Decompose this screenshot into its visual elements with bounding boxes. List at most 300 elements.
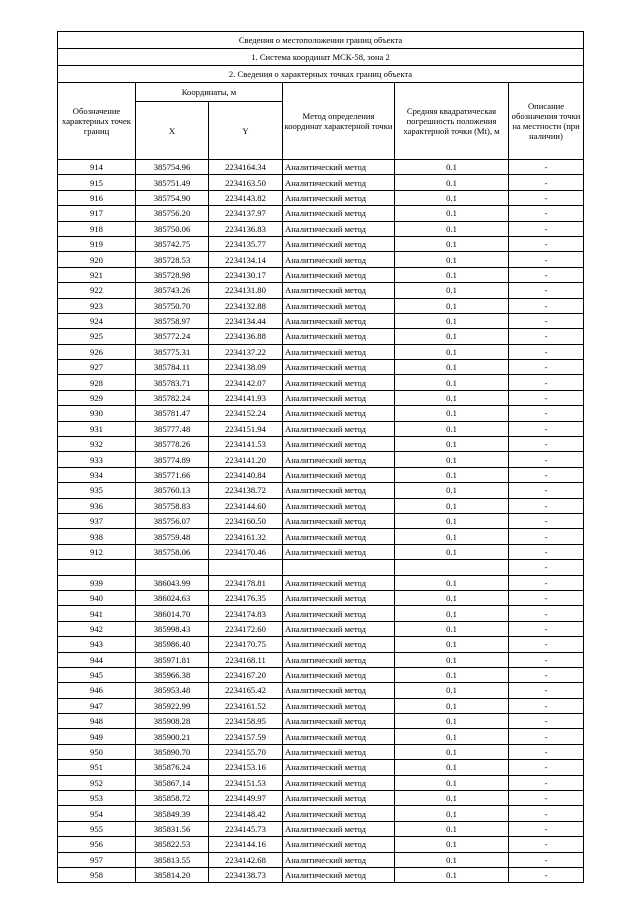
- cell-x: 385783.71: [136, 375, 209, 390]
- cell-method: Аналитический метод: [283, 606, 395, 621]
- header-description: Описание обозначения точки на местности (при наличии): [509, 83, 584, 160]
- cell-y: 2234131.80: [209, 283, 283, 298]
- cell-y: 2234132.88: [209, 298, 283, 313]
- cell-error: 0.1: [395, 729, 509, 744]
- cell-description: -: [509, 267, 584, 282]
- cell-x: 385777.48: [136, 421, 209, 436]
- cell-error: 0.1: [395, 175, 509, 190]
- cell-error: 0.1: [395, 236, 509, 251]
- cell-point: [58, 560, 136, 575]
- cell-x: 385858.72: [136, 791, 209, 806]
- cell-x: 385743.26: [136, 283, 209, 298]
- cell-description: -: [509, 575, 584, 590]
- cell-x: 385813.55: [136, 852, 209, 867]
- table-row: [58, 236, 584, 251]
- cell-description: -: [509, 652, 584, 667]
- cell-error: 0.1: [395, 791, 509, 806]
- cell-error: 0.1: [395, 867, 509, 882]
- cell-x: 385750.06: [136, 221, 209, 236]
- cell-error: 0.1: [395, 329, 509, 344]
- cell-method: Аналитический метод: [283, 344, 395, 359]
- table-row: [58, 513, 584, 528]
- table-row: [58, 283, 584, 298]
- cell-y: 2234135.77: [209, 236, 283, 251]
- cell-y: 2234176.35: [209, 590, 283, 605]
- cell-error: 0.1: [395, 744, 509, 759]
- cell-description: -: [509, 375, 584, 390]
- cell-method: Аналитический метод: [283, 267, 395, 282]
- cell-point: 927: [58, 360, 136, 375]
- cell-y: 2234168.11: [209, 652, 283, 667]
- cell-x: 386043.99: [136, 575, 209, 590]
- cell-x: 385751.49: [136, 175, 209, 190]
- cell-error: 0.1: [395, 406, 509, 421]
- document-page: [57, 31, 583, 883]
- table-row: [58, 206, 584, 221]
- cell-description: -: [509, 452, 584, 467]
- cell-y: 2234172.60: [209, 621, 283, 636]
- cell-error: 0.1: [395, 544, 509, 559]
- table-row: [58, 837, 584, 852]
- cell-point: 938: [58, 529, 136, 544]
- table-row: [58, 560, 584, 575]
- cell-x: 385774.89: [136, 452, 209, 467]
- cell-method: Аналитический метод: [283, 821, 395, 836]
- cell-x: 385890.70: [136, 744, 209, 759]
- cell-y: 2234148.42: [209, 806, 283, 821]
- cell-x: 385750.70: [136, 298, 209, 313]
- cell-error: 0.1: [395, 621, 509, 636]
- cell-error: 0.1: [395, 344, 509, 359]
- cell-description: -: [509, 744, 584, 759]
- cell-method: Аналитический метод: [283, 791, 395, 806]
- cell-point: 942: [58, 621, 136, 636]
- header-error: Средняя квадратическая погрешность положения характерной точки (Mt), м: [395, 83, 509, 160]
- cell-x: 385867.14: [136, 775, 209, 790]
- cell-point: 935: [58, 483, 136, 498]
- cell-description: -: [509, 806, 584, 821]
- cell-y: 2234174.83: [209, 606, 283, 621]
- cell-description: -: [509, 775, 584, 790]
- cell-error: 0.1: [395, 437, 509, 452]
- boundary-points-table: [57, 31, 584, 883]
- cell-description: -: [509, 729, 584, 744]
- cell-description: -: [509, 252, 584, 267]
- cell-y: 2234165.42: [209, 683, 283, 698]
- cell-method: Аналитический метод: [283, 390, 395, 405]
- cell-description: -: [509, 544, 584, 559]
- cell-x: 386014.70: [136, 606, 209, 621]
- cell-method: Аналитический метод: [283, 852, 395, 867]
- cell-x: 385728.53: [136, 252, 209, 267]
- table-body: [58, 160, 584, 883]
- cell-point: 946: [58, 683, 136, 698]
- cell-x: 385760.13: [136, 483, 209, 498]
- cell-point: 916: [58, 190, 136, 205]
- cell-y: 2234130.17: [209, 267, 283, 282]
- cell-method: Аналитический метод: [283, 160, 395, 175]
- cell-method: Аналитический метод: [283, 406, 395, 421]
- table-row: [58, 575, 584, 590]
- cell-point: 955: [58, 821, 136, 836]
- cell-error: 0.1: [395, 652, 509, 667]
- cell-y: 2234151.53: [209, 775, 283, 790]
- cell-x: 385775.31: [136, 344, 209, 359]
- coordinate-system: 1. Система координат МСК-58, зона 2: [58, 49, 584, 66]
- header-y: Y: [209, 102, 283, 160]
- cell-description: -: [509, 498, 584, 513]
- cell-point: 957: [58, 852, 136, 867]
- cell-error: 0.1: [395, 390, 509, 405]
- cell-error: 0.1: [395, 821, 509, 836]
- cell-x: 385758.97: [136, 313, 209, 328]
- cell-x: 385728.98: [136, 267, 209, 282]
- cell-x: 385922.99: [136, 698, 209, 713]
- cell-point: 919: [58, 236, 136, 251]
- cell-method: Аналитический метод: [283, 637, 395, 652]
- cell-x: 385831.56: [136, 821, 209, 836]
- cell-y: 2234167.20: [209, 667, 283, 682]
- cell-description: -: [509, 560, 584, 575]
- cell-description: -: [509, 329, 584, 344]
- table-row: [58, 714, 584, 729]
- cell-point: 939: [58, 575, 136, 590]
- cell-point: 912: [58, 544, 136, 559]
- table-row: [58, 190, 584, 205]
- table-title: Сведения о местоположении границ объекта: [58, 32, 584, 49]
- cell-point: 925: [58, 329, 136, 344]
- cell-y: 2234144.16: [209, 837, 283, 852]
- cell-method: Аналитический метод: [283, 513, 395, 528]
- table-row: [58, 498, 584, 513]
- cell-x: 385742.75: [136, 236, 209, 251]
- cell-x: 385756.20: [136, 206, 209, 221]
- cell-point: 915: [58, 175, 136, 190]
- cell-point: 941: [58, 606, 136, 621]
- cell-y: 2234170.75: [209, 637, 283, 652]
- cell-method: Аналитический метод: [283, 867, 395, 882]
- cell-y: 2234141.20: [209, 452, 283, 467]
- cell-description: -: [509, 683, 584, 698]
- cell-error: 0.1: [395, 637, 509, 652]
- cell-description: -: [509, 406, 584, 421]
- table-row: [58, 467, 584, 482]
- table-row: [58, 821, 584, 836]
- cell-y: 2234170.46: [209, 544, 283, 559]
- cell-description: -: [509, 637, 584, 652]
- table-row: [58, 267, 584, 282]
- cell-description: -: [509, 667, 584, 682]
- cell-point: 923: [58, 298, 136, 313]
- cell-y: 2234136.88: [209, 329, 283, 344]
- cell-method: Аналитический метод: [283, 375, 395, 390]
- cell-point: 933: [58, 452, 136, 467]
- cell-y: 2234140.84: [209, 467, 283, 482]
- cell-x: 385998.43: [136, 621, 209, 636]
- cell-y: 2234138.73: [209, 867, 283, 882]
- cell-point: 940: [58, 590, 136, 605]
- table-row: [58, 652, 584, 667]
- cell-error: 0.1: [395, 575, 509, 590]
- cell-x: 385953.48: [136, 683, 209, 698]
- cell-point: 949: [58, 729, 136, 744]
- cell-x: 385758.83: [136, 498, 209, 513]
- cell-point: 926: [58, 344, 136, 359]
- cell-y: 2234149.97: [209, 791, 283, 806]
- cell-error: 0.1: [395, 667, 509, 682]
- cell-y: 2234136.83: [209, 221, 283, 236]
- table-row: [58, 390, 584, 405]
- cell-error: 0.1: [395, 483, 509, 498]
- cell-point: 914: [58, 160, 136, 175]
- cell-description: -: [509, 421, 584, 436]
- cell-error: 0.1: [395, 360, 509, 375]
- cell-point: 932: [58, 437, 136, 452]
- cell-method: Аналитический метод: [283, 667, 395, 682]
- cell-method: Аналитический метод: [283, 683, 395, 698]
- cell-method: Аналитический метод: [283, 236, 395, 251]
- cell-point: 945: [58, 667, 136, 682]
- cell-description: -: [509, 621, 584, 636]
- cell-method: Аналитический метод: [283, 190, 395, 205]
- cell-method: Аналитический метод: [283, 252, 395, 267]
- cell-y: 2234161.32: [209, 529, 283, 544]
- cell-method: Аналитический метод: [283, 744, 395, 759]
- table-row: [58, 175, 584, 190]
- table-row: [58, 606, 584, 621]
- table-row: [58, 729, 584, 744]
- table-row: [58, 806, 584, 821]
- cell-y: 2234153.16: [209, 760, 283, 775]
- table-row: [58, 852, 584, 867]
- cell-y: 2234137.22: [209, 344, 283, 359]
- cell-point: 930: [58, 406, 136, 421]
- cell-method: Аналитический метод: [283, 590, 395, 605]
- cell-y: 2234142.07: [209, 375, 283, 390]
- table-row: [58, 437, 584, 452]
- cell-error: 0.1: [395, 221, 509, 236]
- table-row: [58, 544, 584, 559]
- cell-y: 2234144.60: [209, 498, 283, 513]
- header-coordinates: Координаты, м: [136, 83, 283, 102]
- cell-description: -: [509, 206, 584, 221]
- cell-y: 2234151.94: [209, 421, 283, 436]
- table-row: [58, 406, 584, 421]
- cell-y: 2234158.95: [209, 714, 283, 729]
- cell-method: [283, 560, 395, 575]
- cell-error: 0.1: [395, 206, 509, 221]
- table-row: [58, 744, 584, 759]
- cell-y: 2234161.52: [209, 698, 283, 713]
- cell-error: 0.1: [395, 529, 509, 544]
- cell-description: -: [509, 390, 584, 405]
- cell-x: [136, 560, 209, 575]
- cell-x: 385908.28: [136, 714, 209, 729]
- cell-x: 385758.06: [136, 544, 209, 559]
- cell-method: Аналитический метод: [283, 360, 395, 375]
- cell-description: -: [509, 360, 584, 375]
- cell-x: 385822.53: [136, 837, 209, 852]
- cell-method: Аналитический метод: [283, 175, 395, 190]
- table-row: [58, 452, 584, 467]
- table-row: [58, 637, 584, 652]
- cell-description: -: [509, 590, 584, 605]
- cell-point: 920: [58, 252, 136, 267]
- cell-y: 2234134.44: [209, 313, 283, 328]
- cell-error: 0.1: [395, 714, 509, 729]
- cell-error: 0.1: [395, 513, 509, 528]
- cell-error: 0.1: [395, 467, 509, 482]
- cell-y: 2234137.97: [209, 206, 283, 221]
- cell-point: 928: [58, 375, 136, 390]
- cell-x: 385782.24: [136, 390, 209, 405]
- table-row: [58, 298, 584, 313]
- cell-description: -: [509, 791, 584, 806]
- cell-description: -: [509, 529, 584, 544]
- table-row: [58, 160, 584, 175]
- cell-error: 0.1: [395, 590, 509, 605]
- cell-point: 947: [58, 698, 136, 713]
- cell-y: 2234152.24: [209, 406, 283, 421]
- cell-x: 385876.24: [136, 760, 209, 775]
- cell-method: Аналитический метод: [283, 621, 395, 636]
- cell-method: Аналитический метод: [283, 575, 395, 590]
- cell-method: Аналитический метод: [283, 206, 395, 221]
- cell-y: 2234160.50: [209, 513, 283, 528]
- cell-x: 385754.96: [136, 160, 209, 175]
- cell-error: 0.1: [395, 837, 509, 852]
- cell-y: 2234141.53: [209, 437, 283, 452]
- cell-error: 0.1: [395, 498, 509, 513]
- header-x: X: [136, 102, 209, 160]
- table-row: [58, 252, 584, 267]
- cell-y: [209, 560, 283, 575]
- cell-error: 0.1: [395, 252, 509, 267]
- cell-point: 950: [58, 744, 136, 759]
- cell-method: Аналитический метод: [283, 452, 395, 467]
- cell-y: 2234157.59: [209, 729, 283, 744]
- table-row: [58, 421, 584, 436]
- cell-error: 0.1: [395, 298, 509, 313]
- cell-method: Аналитический метод: [283, 221, 395, 236]
- cell-method: Аналитический метод: [283, 544, 395, 559]
- cell-description: -: [509, 313, 584, 328]
- cell-y: 2234134.14: [209, 252, 283, 267]
- cell-method: Аналитический метод: [283, 775, 395, 790]
- cell-x: 385849.39: [136, 806, 209, 821]
- cell-error: 0.1: [395, 760, 509, 775]
- cell-error: 0.1: [395, 375, 509, 390]
- table-row: [58, 360, 584, 375]
- cell-error: 0.1: [395, 683, 509, 698]
- cell-point: 931: [58, 421, 136, 436]
- cell-method: Аналитический метод: [283, 329, 395, 344]
- cell-point: 956: [58, 837, 136, 852]
- cell-description: -: [509, 852, 584, 867]
- cell-method: Аналитический метод: [283, 483, 395, 498]
- cell-y: 2234138.09: [209, 360, 283, 375]
- cell-point: 953: [58, 791, 136, 806]
- cell-error: 0.1: [395, 283, 509, 298]
- section-title: 2. Сведения о характерных точках границ объекта: [58, 66, 584, 83]
- cell-y: 2234178.81: [209, 575, 283, 590]
- cell-point: 944: [58, 652, 136, 667]
- table-row: [58, 667, 584, 682]
- cell-y: 2234155.70: [209, 744, 283, 759]
- table-row: [58, 313, 584, 328]
- cell-method: Аналитический метод: [283, 760, 395, 775]
- cell-point: 921: [58, 267, 136, 282]
- cell-x: 385784.11: [136, 360, 209, 375]
- cell-x: 385778.26: [136, 437, 209, 452]
- cell-error: 0.1: [395, 190, 509, 205]
- cell-description: -: [509, 606, 584, 621]
- header-method: Метод определения координат характерной точки: [283, 83, 395, 160]
- cell-description: -: [509, 283, 584, 298]
- cell-x: 385771.66: [136, 467, 209, 482]
- cell-x: 385971.81: [136, 652, 209, 667]
- table-row: [58, 867, 584, 882]
- cell-y: 2234138.72: [209, 483, 283, 498]
- cell-point: 934: [58, 467, 136, 482]
- cell-x: 385966.38: [136, 667, 209, 682]
- cell-y: 2234145.73: [209, 821, 283, 836]
- cell-method: Аналитический метод: [283, 467, 395, 482]
- table-row: [58, 791, 584, 806]
- cell-x: 385900.21: [136, 729, 209, 744]
- cell-error: 0.1: [395, 160, 509, 175]
- cell-error: 0.1: [395, 698, 509, 713]
- cell-x: 385814.20: [136, 867, 209, 882]
- cell-x: 385756.07: [136, 513, 209, 528]
- cell-description: -: [509, 467, 584, 482]
- table-row: [58, 621, 584, 636]
- table-row: [58, 329, 584, 344]
- cell-point: 936: [58, 498, 136, 513]
- cell-description: -: [509, 236, 584, 251]
- table-row: [58, 375, 584, 390]
- cell-method: Аналитический метод: [283, 652, 395, 667]
- cell-error: 0.1: [395, 806, 509, 821]
- cell-method: Аналитический метод: [283, 283, 395, 298]
- cell-description: -: [509, 821, 584, 836]
- cell-method: Аналитический метод: [283, 837, 395, 852]
- cell-description: -: [509, 483, 584, 498]
- cell-error: [395, 560, 509, 575]
- cell-description: -: [509, 513, 584, 528]
- cell-description: -: [509, 714, 584, 729]
- table-row: [58, 760, 584, 775]
- cell-y: 2234143.82: [209, 190, 283, 205]
- cell-point: 952: [58, 775, 136, 790]
- cell-error: 0.1: [395, 775, 509, 790]
- cell-point: 937: [58, 513, 136, 528]
- cell-description: -: [509, 221, 584, 236]
- cell-method: Аналитический метод: [283, 714, 395, 729]
- cell-point: 951: [58, 760, 136, 775]
- cell-y: 2234164.34: [209, 160, 283, 175]
- cell-point: 918: [58, 221, 136, 236]
- cell-method: Аналитический метод: [283, 498, 395, 513]
- cell-method: Аналитический метод: [283, 729, 395, 744]
- cell-method: Аналитический метод: [283, 529, 395, 544]
- cell-method: Аналитический метод: [283, 806, 395, 821]
- cell-point: 929: [58, 390, 136, 405]
- cell-method: Аналитический метод: [283, 698, 395, 713]
- cell-description: -: [509, 298, 584, 313]
- cell-point: 924: [58, 313, 136, 328]
- table-row: [58, 221, 584, 236]
